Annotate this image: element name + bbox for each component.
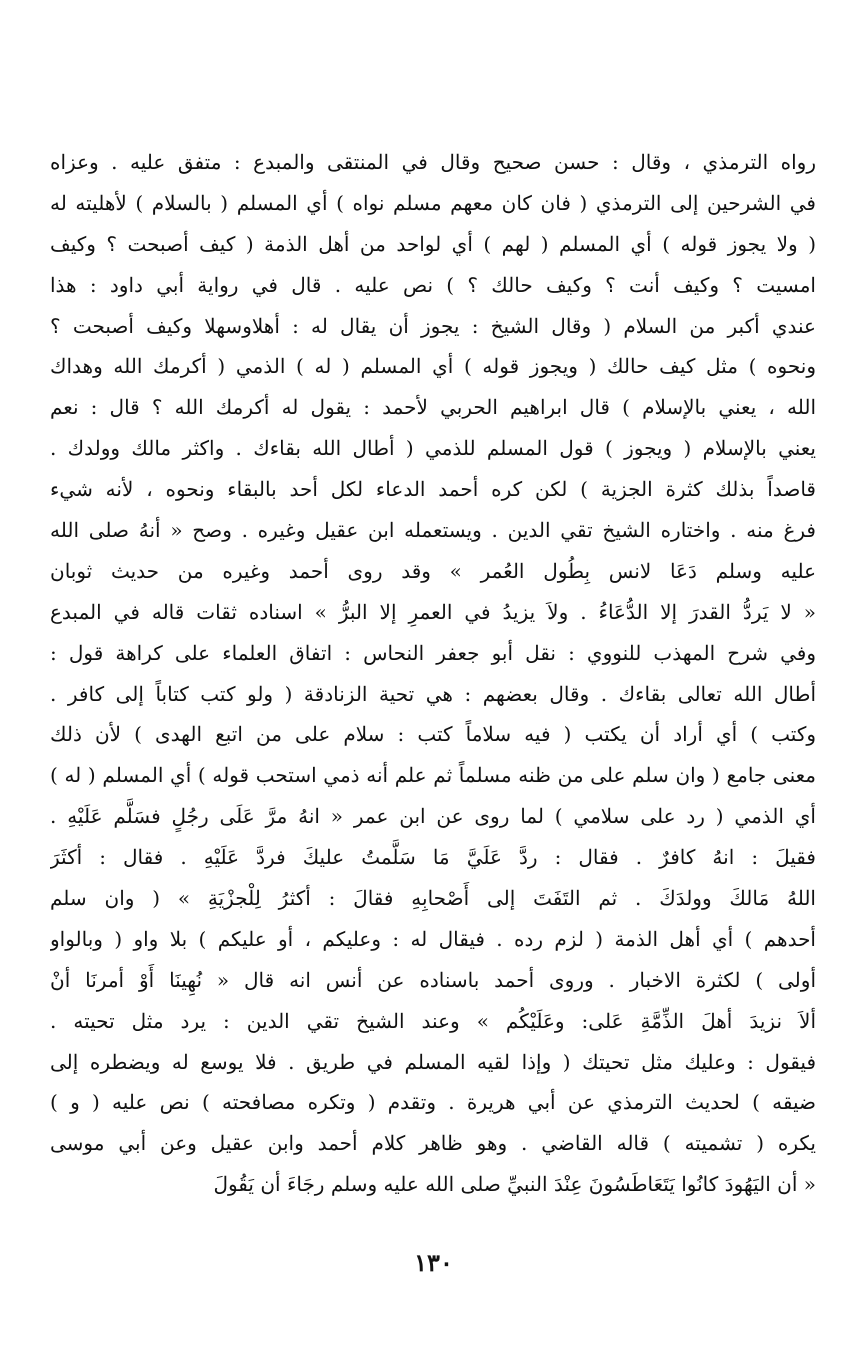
text-line: ونحوه ) مثل كيف حالك ( ويجوز قوله ) أي المسلم ( له ) الذمي ( أكرمك الله وهداك: [50, 354, 816, 379]
text-line: اللهُ مَالكَ وولدَكَ . ثم التَفَتَ إلى أَصْحابِهِ فقالَ : أكثرُ لِلْجزْيَةِ » ( وان سلم: [50, 886, 816, 911]
text-line: أي الذمي ( رد على سلامي ) لما روى عن ابن عمر « انهُ مرَّ عَلَى رجُلٍ فسَلَّم عَلَيْهِ .: [50, 804, 816, 829]
text-line: « أن اليَهُودَ كانُوا يَتَعَاطَسُونَ عِنْدَ النبيِّ صلى الله عليه وسلم رجَاءَ أن يَقُولَ: [213, 1172, 816, 1197]
page-body-text: [50, 142, 816, 1205]
text-line: في الشرحين إلى الترمذي ( فان كان معهم مسلم نواه ) أي المسلم ( بالسلام ) لأهليته له: [50, 190, 816, 215]
text-line: وكتب ) أي أراد أن يكتب ( فيه سلاماً كتب : سلام على من اتبع الهدى ) لأن ذلك: [50, 722, 816, 747]
text-line: فرغ منه . واختاره الشيخ تقي الدين . ويستعمله ابن عقيل وغيره . وصح « أنهُ صلى الله: [50, 518, 816, 543]
text-line: أحدهم ) أي أهل الذمة ( لزم رده . فيقال له : وعليكم ، أو عليكم ) بلا واو ( وبالواو: [50, 926, 816, 951]
text-line: امسيت ؟ وكيف أنت ؟ وكيف حالك ؟ ) نص عليه . قال في رواية أبي داود : هذا: [50, 272, 816, 297]
text-line: الله ، يعني بالإسلام ) قال ابراهيم الحربي لأحمد : يقول له أكرمك الله ؟ قال : نعم: [50, 395, 816, 420]
text-line: عندي أكبر من السلام ( وقال الشيخ : يجوز أن يقال له : أهلاوسهلا وكيف أصبحت ؟: [50, 313, 816, 338]
text-line: يكره ( تشميته ) قاله القاضي . وهو ظاهر كلام أحمد وابن عقيل وعن أبي موسى: [50, 1131, 816, 1156]
text-line: فقيلَ : انهُ كافرٌ . فقال : ردَّ عَلَيَّ مَا سَلَّمتُ عليكَ فردَّ عَلَيْهِ . فقال : أكثَرَ: [50, 845, 816, 870]
text-line: رواه الترمذي ، وقال : حسن صحيح وقال في المنتقى والمبدع : متفق عليه . وعزاه: [50, 150, 816, 174]
text-line: ( ولا يجوز قوله ) أي المسلم ( لهم ) أي لواحد من أهل الذمة ( كيف أصبحت ؟ وكيف: [50, 231, 816, 256]
text-line: معنى جامع ( وان سلم على من ظنه مسلماً ثم علم أنه ذمي استحب قوله ) أي المسلم ( له ): [50, 763, 816, 788]
text-line: فيقول : وعليك مثل تحيتك ( وإذا لقيه المسلم في طريق . فلا يوسع له ويضطره إلى: [50, 1049, 816, 1074]
text-line: ألاَ نزيدَ أهلَ الذِّمَّةِ عَلى: وعَلَيْكُم » وعند الشيخ تقي الدين : يرد مثل تحيته .: [50, 1008, 816, 1033]
text-line: وفي شرح المهذب للنووي : نقل أبو جعفر النحاس : اتفاق العلماء على كراهة قول :: [50, 640, 816, 665]
text-line: يعني بالإسلام ( ويجوز ) قول المسلم للذمي ( أطال الله بقاءك . واكثر مالك وولدك .: [50, 436, 816, 461]
text-line: أولى ) لكثرة الاخبار . وروى أحمد باسناده عن أنس انه قال « نُهِينَا أَوْ أمرنَا أنْ: [50, 967, 816, 992]
text-line: قاصداً بذلك كثرة الجزية ) لكن كره أحمد الدعاء لكل أحد بالبقاء ونحوه ، لأنه شيء: [50, 477, 816, 502]
text-line: عليه وسلم دَعَا لانس بِطُول العُمر » وقد روى أحمد وغيره من حديث ثوبان: [50, 558, 816, 583]
text-line: ضيقه ) لحديث الترمذي عن أبي هريرة . وتقدم ( وتكره مصافحته ) نص عليه ( و ): [50, 1090, 816, 1115]
text-line: « لا يَردُّ القدرَ إلا الدُّعَاءُ . ولاَ يزيدُ في العمرِ إلا البرُّ » اسناده ثقات قاله في المبدع: [50, 599, 816, 624]
text-line: أطال الله تعالى بقاءك . وقال بعضهم : هي تحية الزنادقة ( ولو كتب كتاباً إلى كافر .: [50, 681, 816, 706]
page-number: ١٣٠: [414, 1248, 453, 1277]
